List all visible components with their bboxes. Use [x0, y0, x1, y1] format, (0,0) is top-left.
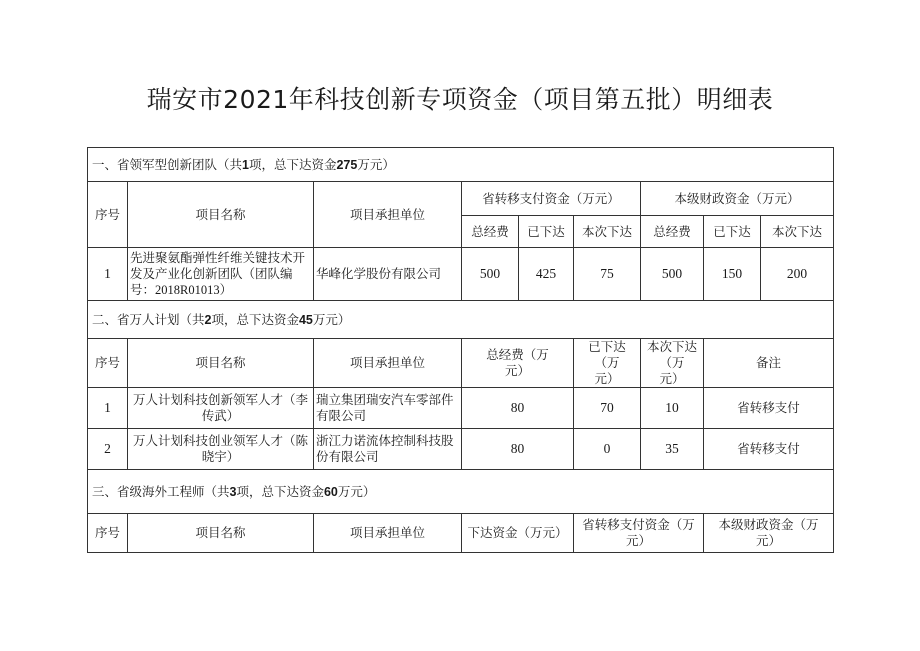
prov-issued-header: 已下达 — [519, 216, 574, 248]
section-2-header-row — [88, 339, 834, 388]
row-seq: 2 — [88, 429, 128, 470]
prov-total-header: 总经费 — [462, 216, 519, 248]
row-current: 35 — [641, 429, 704, 470]
row-prov-current: 75 — [574, 248, 641, 301]
section-2-heading-row — [88, 301, 834, 339]
section-3-heading-row — [88, 470, 834, 514]
row-current: 10 — [641, 388, 704, 429]
funding-table — [87, 147, 834, 553]
row-unit: 浙江力诺流体控制科技股 份有限公司 — [314, 429, 462, 470]
row-total: 80 — [462, 429, 574, 470]
table-row — [88, 388, 834, 429]
row-seq: 1 — [88, 248, 128, 301]
row-prov-issued: 425 — [519, 248, 574, 301]
col-name-header: 项目名称 — [128, 514, 314, 553]
col-issued-header: 下达资金（万元） — [462, 514, 574, 553]
col-name-header: 项目名称 — [128, 339, 314, 388]
col-seq-header: 序号 — [88, 514, 128, 553]
table-row — [88, 429, 834, 470]
row-local-current: 200 — [761, 248, 834, 301]
row-issued: 70 — [574, 388, 641, 429]
col-unit-header: 项目承担单位 — [314, 514, 462, 553]
section-1-heading: 一、省领军型创新团队（共1项，总下达资金275万元） — [88, 148, 834, 182]
row-project-name: 先进聚氨酯弹性纤维关键技术开 发及产业化创新团队（团队编 号：2018R01013） — [128, 248, 314, 301]
col-current-header: 本次下达（万 元） — [641, 339, 704, 388]
section-1-heading-row — [88, 148, 834, 182]
section-3-header-row — [88, 514, 834, 553]
table-row — [88, 248, 834, 301]
col-unit-header: 项目承担单位 — [314, 339, 462, 388]
row-prov-total: 500 — [462, 248, 519, 301]
row-local-issued: 150 — [704, 248, 761, 301]
col-seq-header: 序号 — [88, 182, 128, 248]
row-total: 80 — [462, 388, 574, 429]
group-province-header: 省转移支付资金（万元） — [462, 182, 641, 216]
row-unit: 华峰化学股份有限公司 — [314, 248, 462, 301]
row-project-name: 万人计划科技创新领军人才（李 传武） — [128, 388, 314, 429]
prov-current-header: 本次下达 — [574, 216, 641, 248]
row-issued: 0 — [574, 429, 641, 470]
col-total-header: 总经费（万 元） — [462, 339, 574, 388]
row-seq: 1 — [88, 388, 128, 429]
page-title: 瑞安市2021年科技创新专项资金（项目第五批）明细表 — [146, 85, 774, 114]
row-note: 省转移支付 — [704, 429, 834, 470]
col-seq-header: 序号 — [88, 339, 128, 388]
row-local-total: 500 — [641, 248, 704, 301]
row-unit: 瑞立集团瑞安汽车零部件 有限公司 — [314, 388, 462, 429]
local-total-header: 总经费 — [641, 216, 704, 248]
group-local-header: 本级财政资金（万元） — [641, 182, 834, 216]
local-current-header: 本次下达 — [761, 216, 834, 248]
local-issued-header: 已下达 — [704, 216, 761, 248]
col-name-header: 项目名称 — [128, 182, 314, 248]
col-local-header: 本级财政资金（万 元） — [704, 514, 834, 553]
col-prov-header: 省转移支付资金（万 元） — [574, 514, 704, 553]
section-3-heading: 三、省级海外工程师（共3项，总下达资金60万元） — [88, 470, 834, 514]
row-project-name: 万人计划科技创业领军人才（陈 晓宇） — [128, 429, 314, 470]
col-issued-header: 已下达（万 元） — [574, 339, 641, 388]
row-note: 省转移支付 — [704, 388, 834, 429]
section-2-heading: 二、省万人计划（共2项，总下达资金45万元） — [88, 301, 834, 339]
col-note-header: 备注 — [704, 339, 834, 388]
section-1-header-row — [88, 182, 834, 216]
col-unit-header: 项目承担单位 — [314, 182, 462, 248]
